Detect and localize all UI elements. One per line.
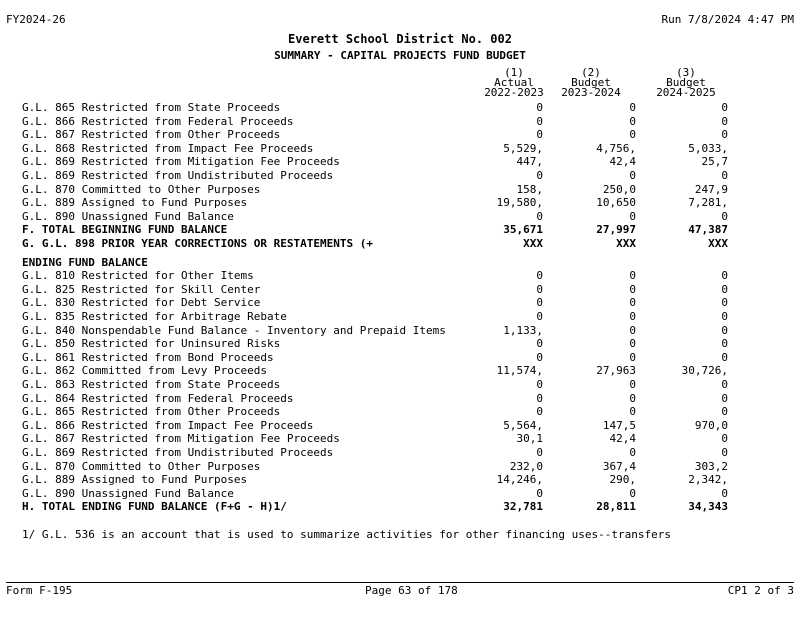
row-value-col2: 147,5 [602,419,636,432]
row-label: G.L. 835 Restricted for Arbitrage Rebate [22,310,287,323]
row-value-col3: 0 [721,378,728,391]
table-row [22,128,782,141]
row-label: G.L. 870 Committed to Other Purposes [22,460,261,473]
row-value-col3: 0 [721,446,728,459]
beginning-total-row [22,223,782,236]
row-value-col3: 0 [721,128,728,141]
row-label: G.L. 869 Restricted from Undistributed Proceeds [22,446,334,459]
form-number: Form F-195 [6,584,73,597]
row-value-col1: 19,580, [496,196,543,209]
row-value-col3: 0 [721,324,728,337]
row-label: G.L. 840 Nonspendable Fund Balance - Inventory and Prepaid Items [22,324,446,337]
table-row [22,155,782,168]
row-value-col1: 0 [536,115,543,128]
row-value-col3: 34,343 [688,500,728,513]
row-value-col1: 0 [536,378,543,391]
table-row [22,473,782,486]
table-row [22,419,782,432]
row-label: G.L. 870 Committed to Other Purposes [22,183,261,196]
row-value-col1: 0 [536,269,543,282]
row-value-col1: 14,246, [496,473,543,486]
row-label: G.L. 868 Restricted from Impact Fee Proceeds [22,142,314,155]
row-value-col3: 0 [721,283,728,296]
row-value-col1: 0 [536,210,543,223]
row-value-col1: 0 [536,405,543,418]
row-label: G.L. 869 Restricted from Mitigation Fee Proceeds [22,155,340,168]
table-row [22,378,782,391]
table-row [22,283,782,296]
table-row [22,183,782,196]
table-row [22,364,782,377]
row-label: G.L. 825 Restricted for Skill Center [22,283,261,296]
row-value-col1: 0 [536,446,543,459]
row-value-col2: 250,0 [602,183,636,196]
row-value-col1: 232,0 [509,460,543,473]
row-value-col3: 30,726, [681,364,728,377]
row-value-col1: 158, [516,183,543,196]
row-value-col2: 0 [629,128,636,141]
row-value-col2: 42,4 [609,432,636,445]
row-value-col3: 0 [721,432,728,445]
row-value-col3: 0 [721,101,728,114]
row-label: G.L. 890 Unassigned Fund Balance [22,210,234,223]
row-label: G.L. 869 Restricted from Undistributed Proceeds [22,169,334,182]
row-value-col3: 247,9 [694,183,728,196]
row-value-col2: 367,4 [602,460,636,473]
row-value-col3: 0 [721,351,728,364]
row-value-col2: 0 [629,351,636,364]
row-label: F. TOTAL BEGINNING FUND BALANCE [22,223,228,236]
column-year: 2023-2024 [561,86,621,99]
row-value-col2: 0 [629,324,636,337]
row-value-col2: 28,811 [596,500,636,513]
row-label: G.L. 865 Restricted from State Proceeds [22,101,281,114]
row-value-col1: 32,781 [503,500,543,513]
row-label: G. G.L. 898 PRIOR YEAR CORRECTIONS OR RESTATEMENTS (+ [22,237,373,250]
table-row [22,351,782,364]
row-value-col3: 0 [721,115,728,128]
column-kind: Budget [571,76,611,89]
table-row [22,210,782,223]
row-label: G.L. 890 Unassigned Fund Balance [22,487,234,500]
table-row [22,405,782,418]
table-row [22,324,782,337]
table-row [22,337,782,350]
row-value-col2: 0 [629,210,636,223]
section-heading-ending: ENDING FUND BALANCE [22,256,148,269]
row-label: G.L. 850 Restricted for Uninsured Risks [22,337,281,350]
column-header-2 [551,68,631,98]
row-value-col3: 0 [721,405,728,418]
table-row [22,142,782,155]
row-value-col2: 0 [629,269,636,282]
column-kind: Budget [666,76,706,89]
row-value-col3: 25,7 [701,155,728,168]
row-value-col1: 0 [536,310,543,323]
row-value-col2: 0 [629,115,636,128]
row-value-col1: 5,529, [503,142,543,155]
row-value-col1: 35,671 [503,223,543,236]
row-value-col2: 10,650 [596,196,636,209]
row-label: G.L. 862 Committed from Levy Proceeds [22,364,268,377]
row-value-col3: 970,0 [694,419,728,432]
row-value-col1: 30,1 [516,432,543,445]
row-value-col2: 0 [629,392,636,405]
row-value-col3: 0 [721,337,728,350]
table-row [22,296,782,309]
row-label: G.L. 889 Assigned to Fund Purposes [22,473,248,486]
fiscal-period-label: FY2024-26 [6,13,66,26]
table-row [22,310,782,323]
row-value-col3: 7,281, [688,196,728,209]
row-label: G.L. 861 Restricted from Bond Proceeds [22,351,274,364]
ending-total-row [22,500,782,513]
row-value-col1: 0 [536,351,543,364]
column-number: (1) [504,66,524,79]
row-value-col2: 0 [629,378,636,391]
correction-row [22,237,782,250]
row-value-col3: 0 [721,296,728,309]
row-value-col3: 303,2 [694,460,728,473]
row-value-col3: 0 [721,487,728,500]
row-value-col2: 0 [629,101,636,114]
row-value-col1: 447, [516,155,543,168]
row-label: G.L. 865 Restricted from Other Proceeds [22,405,281,418]
row-value-col3: 0 [721,310,728,323]
column-year: 2022-2023 [484,86,544,99]
row-label: H. TOTAL ENDING FUND BALANCE (F+G - H)1/ [22,500,287,513]
row-value-col3: 47,387 [688,223,728,236]
row-value-col1: 0 [536,101,543,114]
row-value-col2: 27,997 [596,223,636,236]
table-row [22,392,782,405]
row-label: G.L. 889 Assigned to Fund Purposes [22,196,248,209]
row-value-col3: 5,033, [688,142,728,155]
row-label: G.L. 867 Restricted from Other Proceeds [22,128,281,141]
column-year: 2024-2025 [656,86,716,99]
row-value-col1: 0 [536,283,543,296]
row-label: G.L. 810 Restricted for Other Items [22,269,254,282]
row-value-col3: 0 [721,269,728,282]
row-value-col1: 0 [536,337,543,350]
row-label: G.L. 866 Restricted from Impact Fee Proceeds [22,419,314,432]
row-label: G.L. 866 Restricted from Federal Proceeds [22,115,294,128]
row-value-col1: 11,574, [496,364,543,377]
column-number: (2) [581,66,601,79]
row-value-col2: 4,756, [596,142,636,155]
section-page: CP1 2 of 3 [727,584,794,597]
row-value-col1: 0 [536,296,543,309]
run-timestamp: Run 7/8/2024 4:47 PM [661,13,794,26]
footnote: 1/ G.L. 536 is an account that is used to summarize activities for other financing uses--transfers [22,528,672,541]
column-header-3 [646,68,726,98]
column-kind: Actual [494,76,534,89]
row-value-col2: 0 [629,283,636,296]
table-row [22,487,782,500]
row-value-col3: 0 [721,210,728,223]
row-value-col2: 0 [629,169,636,182]
row-value-col1: 0 [536,128,543,141]
table-row [22,169,782,182]
row-value-col2: 0 [629,487,636,500]
table-row [22,460,782,473]
row-value-col1: 0 [536,392,543,405]
column-number: (3) [676,66,696,79]
row-value-col2: 0 [629,337,636,350]
district-title: Everett School District No. 002 [288,32,512,46]
row-value-col3: XXX [708,237,728,250]
table-row [22,196,782,209]
table-row [22,101,782,114]
row-value-col3: 2,342, [688,473,728,486]
row-label: G.L. 864 Restricted from Federal Proceeds [22,392,294,405]
row-value-col2: XXX [616,237,636,250]
page-number: Page 63 of 178 [365,584,458,597]
row-value-col2: 42,4 [609,155,636,168]
column-header-1 [474,68,554,98]
row-value-col2: 0 [629,446,636,459]
row-value-col2: 0 [629,310,636,323]
table-row [22,115,782,128]
row-label: G.L. 867 Restricted from Mitigation Fee Proceeds [22,432,340,445]
footer-rule [6,582,794,583]
table-row [22,432,782,445]
row-value-col2: 290, [609,473,636,486]
table-row [22,446,782,459]
row-value-col2: 0 [629,296,636,309]
row-value-col1: 1,133, [503,324,543,337]
row-value-col3: 0 [721,392,728,405]
row-value-col3: 0 [721,169,728,182]
row-value-col1: 5,564, [503,419,543,432]
row-value-col2: 27,963 [596,364,636,377]
row-value-col2: 0 [629,405,636,418]
row-label: G.L. 830 Restricted for Debt Service [22,296,261,309]
row-value-col1: 0 [536,169,543,182]
row-label: G.L. 863 Restricted from State Proceeds [22,378,281,391]
table-row [22,269,782,282]
row-value-col1: XXX [523,237,543,250]
report-subtitle: SUMMARY - CAPITAL PROJECTS FUND BUDGET [274,49,526,62]
row-value-col1: 0 [536,487,543,500]
